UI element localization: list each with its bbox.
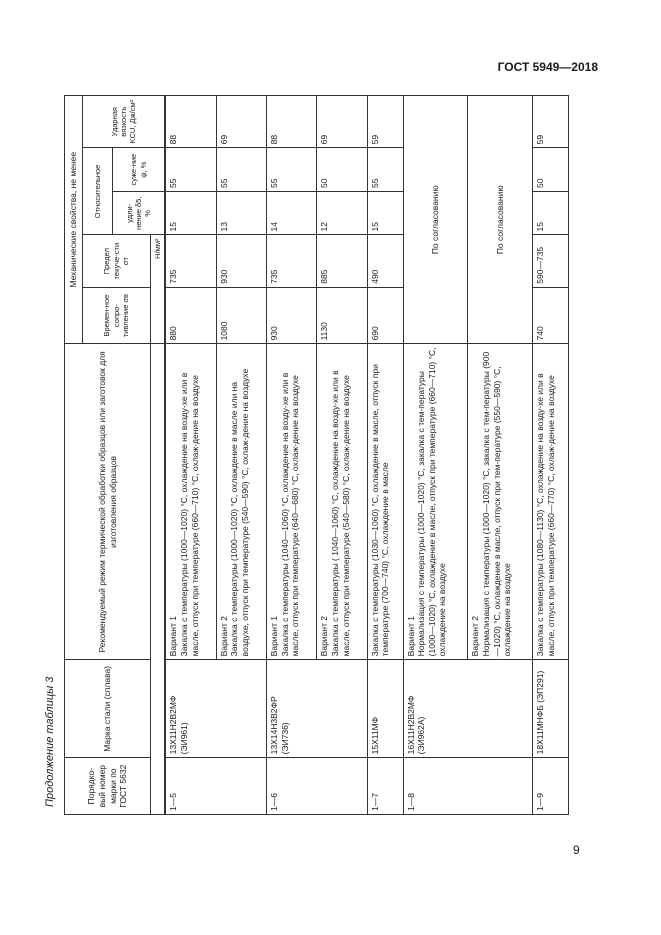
row-grade: 13Х14Н3В2ФР (ЭИ736)	[267, 660, 368, 758]
page-number: 9	[573, 843, 580, 857]
row-num: 1—6	[267, 758, 368, 815]
table-caption: Продолжение таблицы 3	[44, 676, 56, 807]
cell-elong: 15	[367, 191, 403, 235]
cell-elong: 12	[317, 191, 367, 235]
row-grade: 13Х11Н2В2МФ (ЭИ961)	[165, 660, 266, 758]
row-mode: Закалка с температуры (1080—1130) °C, охлаждение на возду-хе или в масле, отпуск при температуре (660—770) °C, охлаж-дение на воздухе	[533, 344, 569, 660]
cell-by-agreement: По согласованию	[468, 96, 533, 344]
row-num: 1—5	[165, 758, 266, 815]
cell-yield: 735	[267, 235, 317, 287]
col-header-impact: Ударная вязкость KCU, Дж/см²	[83, 96, 166, 148]
cell-reduct: 55	[165, 148, 216, 192]
col-header-elong: удли-нение δ5, %	[113, 191, 166, 235]
cell-reduct: 50	[317, 148, 367, 192]
row-mode: Вариант 1 Нормализация с температуры (1000—1020) °C, закалка с тем-пературы (1000—1020) °C, охлаждение в масле, отпуск при температуре (660—710) °C, охлаждение на воздухе	[403, 344, 468, 660]
cell-reduct: 55	[267, 148, 317, 192]
cell-tensile: 930	[267, 287, 317, 344]
row-grade: 15Х11МФ	[367, 660, 403, 758]
cell-tensile: 1080	[216, 287, 266, 344]
cell-tensile: 740	[533, 287, 569, 344]
cell-tensile: 880	[165, 287, 216, 344]
cell-yield: 590—735	[533, 235, 569, 287]
cell-elong: 14	[267, 191, 317, 235]
row-mode: Вариант 2 Закалка с температуры ( 1040—1060) °C, охлаждение на возду-хе или в масле, отпуск при температуре (540—580) °C, охлаж-дение на воздухе	[317, 344, 367, 660]
cell-yield: 490	[367, 235, 403, 287]
col-header-grade: Марка стали (сплава)	[65, 660, 151, 758]
cell-impact: 88	[165, 96, 216, 148]
col-header-tensile: Времен-ное сопро-тивление σв	[83, 287, 151, 344]
col-header-relative: Относительное	[83, 148, 113, 235]
rotated-table-wrapper	[64, 95, 569, 815]
cell-reduct: 55	[367, 148, 403, 192]
cell-impact: 88	[267, 96, 317, 148]
col-header-mode: Рекомендуемый режим термической обработки образцов или заготовок для изготовления образцов	[65, 344, 151, 660]
cell-reduct: 50	[533, 148, 569, 192]
row-mode: Вариант 1 Закалка с температуры (1000—1020) °C, охлаждение на возду-хе или в масле, отпуск при температуре (660—710) °C, охлаж-дение на воздухе	[165, 344, 216, 660]
cell-elong: 13	[216, 191, 266, 235]
cell-impact: 69	[216, 96, 266, 148]
col-header-reduct: суже-ние ψ, %	[113, 148, 166, 192]
col-header-yield: Предел текуче-сти σт	[83, 235, 151, 287]
cell-impact: 59	[533, 96, 569, 148]
row-num: 1—8	[403, 758, 533, 815]
cell-impact: 69	[317, 96, 367, 148]
cell-by-agreement: По согласованию	[403, 96, 468, 344]
cell-tensile: 1130	[317, 287, 367, 344]
row-num: 1—9	[533, 758, 569, 815]
document-standard-label: ГОСТ 5949—2018	[497, 60, 598, 74]
row-mode: Закалка с температуры (1030—1060) °C, охлаждение в масле, отпуск при температуре (700—740) °C, охлаждение в масле	[367, 344, 403, 660]
cell-elong: 15	[533, 191, 569, 235]
properties-table	[64, 95, 569, 815]
col-header-num: Порядко-вый номер марки по ГОСТ 5632	[65, 758, 151, 815]
stress-unit: Н/мм²	[151, 235, 166, 344]
col-header-mech: Механические свойства, не менее	[65, 96, 83, 344]
row-mode: Вариант 2 Нормализация с температуры (1000—1020) °C, закалка с тем-пературы (900—1020) °C, охлаждение в масле, отпуск при тем-пературе (550—590) °C, охлаждение на воздухе	[468, 344, 533, 660]
row-grade: 18Х11МНФБ (ЭП291)	[533, 660, 569, 758]
row-grade: 16Х11Н2В2МФ (ЭИ962А)	[403, 660, 533, 758]
cell-yield: 885	[317, 235, 367, 287]
cell-yield: 930	[216, 235, 266, 287]
row-num: 1—7	[367, 758, 403, 815]
cell-yield: 735	[165, 235, 216, 287]
row-mode: Вариант 2 Закалка с температуры (1000—1020) °C, охлаждение в масле или на воздухе, отпуск при температуре (540—590) °C, охлаж-дение на воздухе	[216, 344, 266, 660]
cell-tensile: 690	[367, 287, 403, 344]
cell-elong: 15	[165, 191, 216, 235]
cell-impact: 59	[367, 96, 403, 148]
row-mode: Вариант 1 Закалка с температуры (1040—1060) °C, охлаждение на возду-хе или в масле, отпуск при температуре (640—680) °C, охлаж-дение на воздухе	[267, 344, 317, 660]
cell-reduct: 55	[216, 148, 266, 192]
